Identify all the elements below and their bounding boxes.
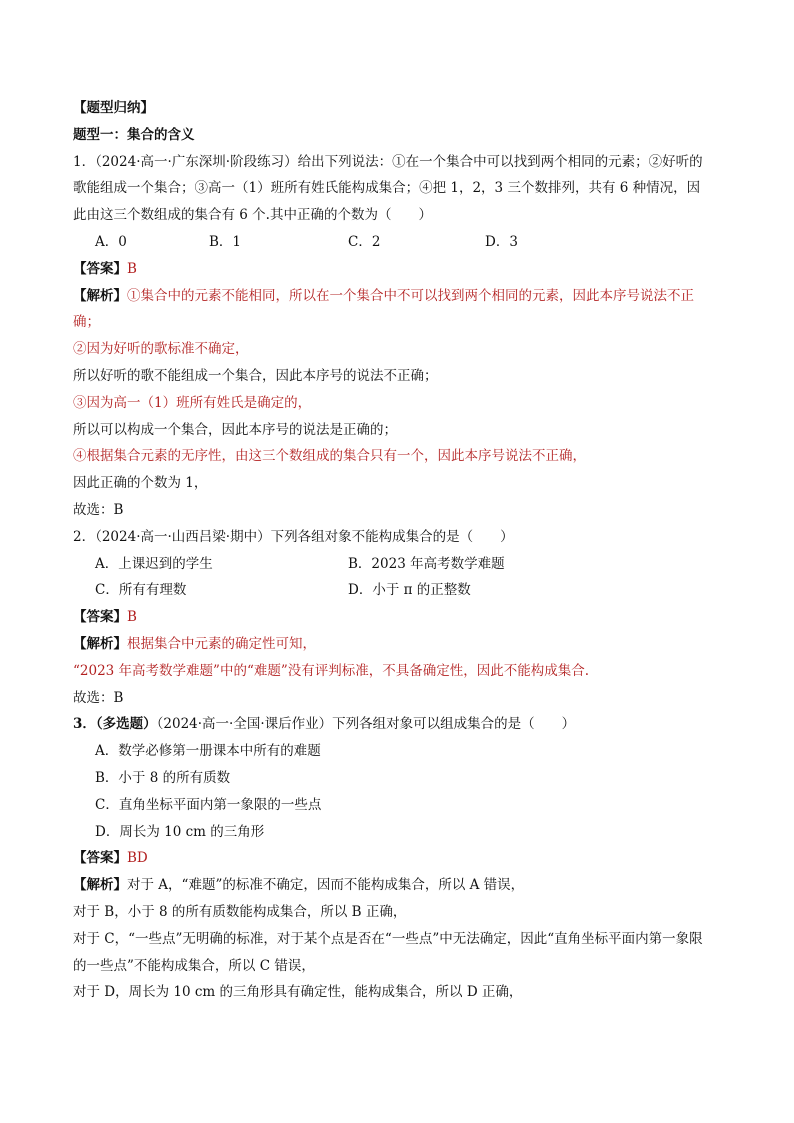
question-3-analysis-line-2: 对于 B，小于 8 的所有质数能构成集合，所以 B 正确， (73, 903, 407, 920)
question-3-analysis-line-4: 的一些点”不能构成集合，所以 C 错误， (73, 957, 315, 974)
analysis-label: 【解析】 (73, 635, 127, 652)
option-a: A．上课迟到的学生 (95, 555, 213, 572)
answer-label: 【答案】 (73, 260, 127, 277)
option-c: C．所有有理数 (95, 582, 187, 599)
answer-label: 【答案】 (73, 609, 127, 626)
question-number: 3． (73, 716, 96, 733)
option-c: C．2 (348, 233, 381, 250)
question-1-analysis-line-4: 所以好听的歌不能组成一个集合，因此本序号的说法不正确； (73, 367, 438, 384)
option-b: B．小于 8 的所有质数 (95, 769, 231, 786)
question-2-conclusion: 故选：B (73, 689, 124, 706)
question-1-answer (73, 256, 723, 283)
question-1-conclusion: 故选：B (73, 501, 124, 518)
option-d: D．小于 π 的正整数 (348, 582, 471, 599)
question-2-answer (73, 604, 723, 631)
answer-value: B (127, 609, 137, 626)
answer-value: BD (127, 850, 148, 867)
option-d: D．3 (485, 233, 518, 250)
question-3-stem: 3．（多选题）（2024·高一·全国·课后作业）下列各组对象可以组成集合的是（ ） (73, 716, 576, 733)
question-1-analysis-line-6: 所以可以构成一个集合，因此本序号的说法是正确的； (73, 421, 397, 438)
section-title: 【题型归纳】 (73, 100, 154, 116)
option-d: D．周长为 10 cm 的三角形 (95, 823, 265, 840)
question-3-analysis-line-1: 【解析】对于 A，“难题”的标准不确定，因而不能构成集合，所以 A 错误， (73, 877, 525, 894)
document-page (73, 95, 723, 1006)
question-1-analysis-line-5: ③因为高一（1）班所有姓氏是确定的， (73, 394, 312, 411)
answer-label: 【答案】 (73, 850, 127, 867)
question-1-analysis-line-2: 确； (73, 314, 100, 331)
option-b: B．2023 年高考数学难题 (348, 555, 505, 572)
question-1-analysis-line-8: 因此正确的个数为 1， (73, 475, 208, 492)
question-2-options-row-1 (73, 551, 723, 578)
question-3 (73, 711, 723, 1006)
option-b: B．1 (209, 233, 242, 250)
analysis-label: 【解析】 (73, 287, 127, 304)
answer-value: B (127, 260, 137, 277)
option-a: A．0 (95, 233, 127, 250)
option-a: A．数学必修第一册课本中所有的难题 (95, 743, 321, 760)
multi-choice-tag: （多选题） (95, 716, 157, 733)
question-1-options (73, 229, 723, 256)
question-3-analysis-line-3: 对于 C，“一些点”无明确的标准，对于某个点是否在“一些点”中无法确定，因此“直角坐标平面内第一象限 (73, 930, 703, 947)
question-1-analysis-line-1: 【解析】①集合中的元素不能相同，所以在一个集合中不可以找到两个相同的元素，因此本序号说法不正 (73, 287, 694, 304)
question-3-analysis-line-5: 对于 D，周长为 10 cm 的三角形具有确定性，能构成集合，所以 D 正确， (73, 984, 523, 1001)
question-2-options-row-2 (73, 577, 723, 604)
question-type-title: 题型一：集合的含义 (73, 126, 195, 143)
analysis-label: 【解析】 (73, 877, 127, 894)
question-1-analysis-line-3: ②因为好听的歌标准不确定， (73, 341, 249, 358)
question-2 (73, 524, 723, 712)
option-c: C．直角坐标平面内第一象限的一些点 (95, 796, 322, 813)
question-2-analysis-line-1: 【解析】根据集合中元素的确定性可知， (73, 635, 316, 652)
question-2-analysis-line-2: “2023 年高考数学难题”中的“难题”没有评判标准，不具备确定性，因此不能构成集合. (73, 662, 590, 679)
question-1 (73, 149, 723, 524)
question-1-stem-line-3: 此由这三个数组成的集合有 6 个.其中正确的个数为（ ） (73, 207, 432, 224)
question-1-stem-line-2: 歌能组成一个集合；③高一（1）班所有姓氏能构成集合；④把 1，2，3 三个数排列，共有 6 种情况，因 (73, 180, 701, 197)
question-3-answer (73, 845, 723, 872)
question-2-stem: 2．（2024·高一·山西吕梁·期中）下列各组对象不能构成集合的是（ ） (73, 528, 514, 545)
question-1-stem-line-1: 1．（2024·高一·广东深圳·阶段练习）给出下列说法：①在一个集合中可以找到两个相同的元素；②好听的 (73, 153, 703, 170)
question-1-analysis-line-7: ④根据集合元素的无序性，由这三个数组成的集合只有一个，因此本序号说法不正确， (73, 448, 586, 465)
